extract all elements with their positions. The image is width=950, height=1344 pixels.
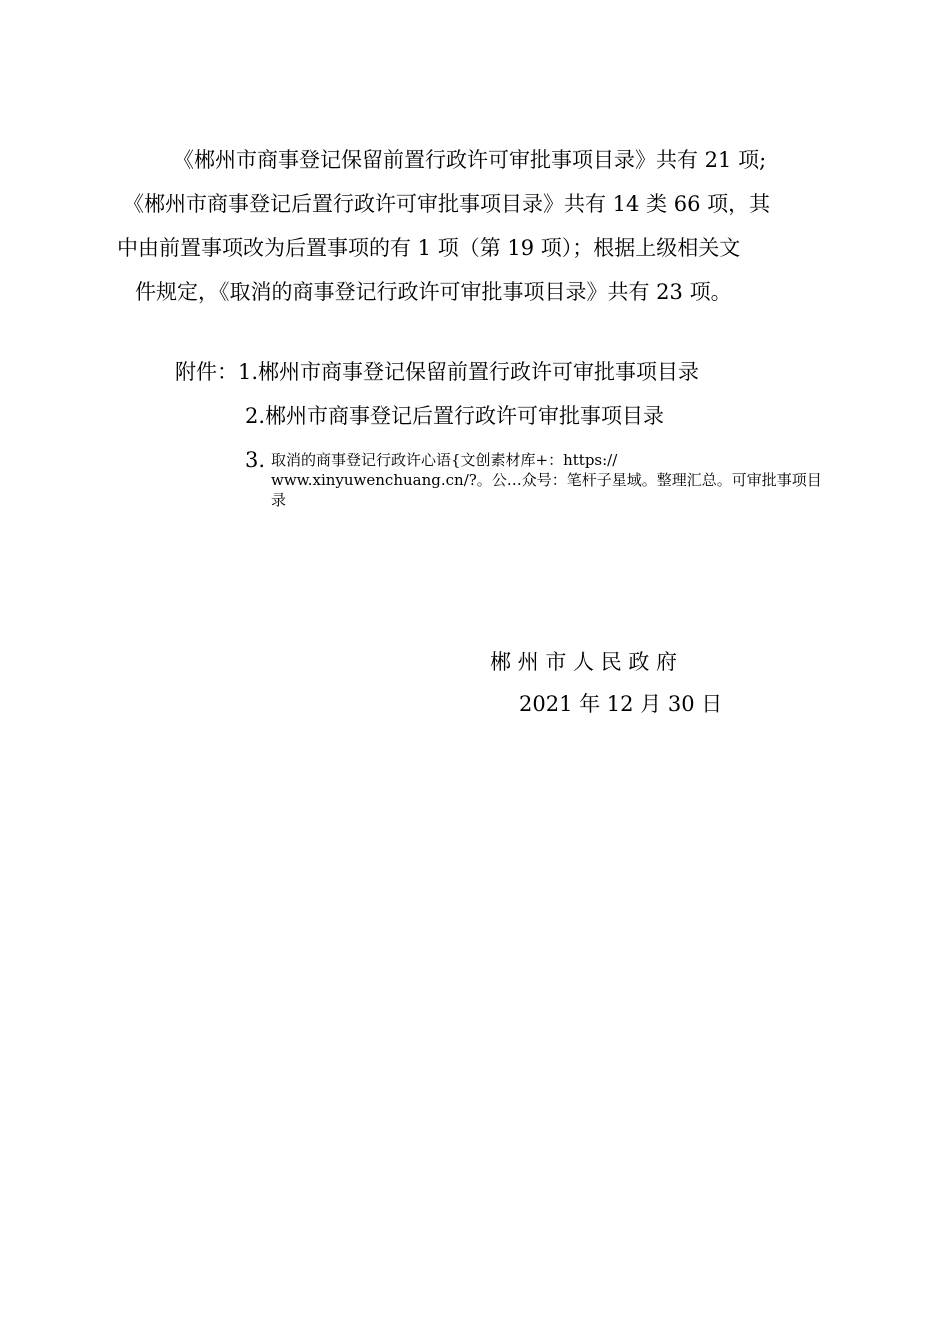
attachments-label: 附件： <box>175 360 238 384</box>
attachment-title-3-line-1: 取消的商事登记行政许心语{文创素材库+：https:// <box>271 451 618 469</box>
paragraph-line-2: 《郴州市商事登记后置行政许可审批事项目录》共有 14 类 66 项，其 <box>123 192 771 216</box>
attachment-title-3-line-2: www.xinyuwenchuang.cn/?。公…众号：笔杆子星域。整理汇总。可审批事项目 <box>271 471 822 489</box>
attachment-item-2 <box>245 402 664 430</box>
paragraph-line-3: 中由前置事项改为后置事项的有 1 项（第 19 项）；根据上级相关文 <box>117 236 741 260</box>
attachment-title-1: 郴州市商事登记保留前置行政许可审批事项目录 <box>258 360 700 384</box>
paragraph-line-1: 《郴州市商事登记保留前置行政许可审批事项目录》共有 21 项; <box>173 148 767 172</box>
attachment-number-3: 3. <box>245 448 266 472</box>
attachment-item-1 <box>175 358 699 386</box>
paragraph-line-4: 件规定，《取消的商事登记行政许可审批事项目录》共有 23 项。 <box>135 280 732 304</box>
attachment-title-2: 郴州市商事登记后置行政许可审批事项目录 <box>265 404 665 428</box>
issue-date: 2021 年 12 月 30 日 <box>519 692 723 716</box>
issuer-name: 郴 州 市 人 民 政 府 <box>490 650 678 674</box>
attachment-number-2: 2. <box>245 404 266 428</box>
attachment-title-3-line-3: 录 <box>271 491 287 509</box>
attachment-number-1: 1. <box>238 360 259 384</box>
